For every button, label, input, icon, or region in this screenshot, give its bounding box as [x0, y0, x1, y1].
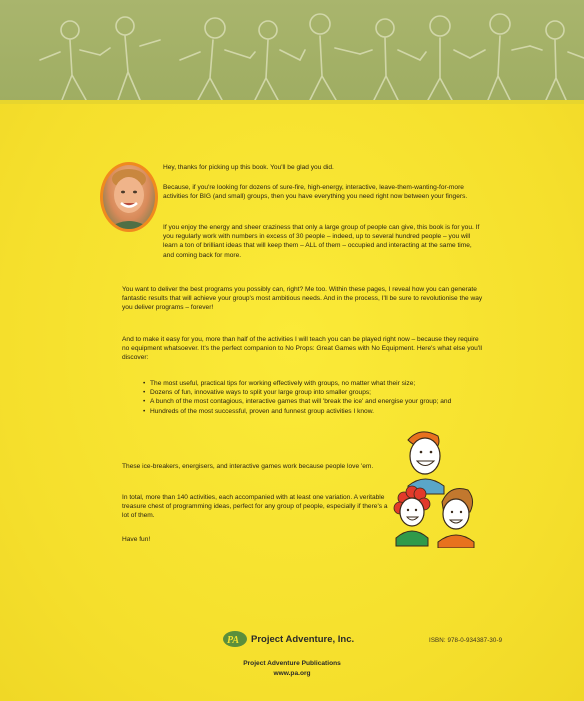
group-figures-illustration	[0, 0, 584, 102]
list-item: • A bunch of the most contagious, interactive games that will 'break the ice' and energise your group; and	[144, 397, 474, 406]
list-item: • Dozens of fun, innovative ways to split your large group into smaller groups;	[144, 388, 474, 397]
svg-text:PA: PA	[227, 635, 240, 646]
author-portrait	[100, 162, 158, 232]
publications-label: Project Adventure Publications	[243, 660, 341, 667]
icebreakers-paragraph: These ice-breakers, energisers, and interactive games work because people love 'em.	[122, 463, 374, 470]
illustrated-header-band	[0, 0, 584, 102]
easy-paragraph: And to make it easy for you, more than half of the activities I will teach you can be played right now – because they require no equipment whatsoever. It's the perfect companion to No Props: Great Games with No Equipment. Here's what else you'll discover:	[122, 336, 483, 362]
pa-logo-icon	[222, 630, 248, 648]
isbn-label: ISBN: 978-0-934387-30-9	[429, 637, 503, 644]
publisher-url: www.pa.org	[273, 670, 311, 677]
energy-paragraph: If you enjoy the energy and sheer craziness that only a large group of people can give, this book is for you. If you regularly work with numbers in excess of 30 people – indeed, up to several hundred people – you will learn a ton of brilliant ideas that will keep them – ALL of them – occupied and interacting at the same time, and coming back for more.	[163, 224, 480, 259]
cartoon-kids-illustration	[390, 428, 480, 553]
list-item: • The most useful, practical tips for working effectively with groups, no matter what their size;	[144, 379, 474, 388]
sign-off: Have fun!	[122, 536, 151, 543]
benefits-list	[144, 379, 474, 416]
publisher-logo-row	[222, 629, 354, 649]
deliver-paragraph: You want to deliver the best programs you possibly can, right? Me too. Within these pages, I reveal how you can generate fantastic results that will achieve your group's most ambitious needs. And in the process, I'll be sure to revolutionise the way you deliver programs – forever!	[122, 286, 483, 312]
list-item: • Hundreds of the most successful, proven and funnest group activities I know.	[144, 407, 474, 416]
publisher-name: Project Adventure, Inc.	[251, 633, 355, 645]
because-paragraph: Because, if you're looking for dozens of sure-fire, high-energy, interactive, leave-them-wanting-for-more activities for BIG (and small) groups, then you have everything you need right now between your fingers.	[163, 184, 468, 201]
total-paragraph: In total, more than 140 activities, each accompanied with at least one variation. A veritable treasure chest of programming ideas, perfect for any group of people, especially if there's a lot of them.	[122, 494, 388, 520]
author-face-illustration	[103, 165, 155, 229]
greeting-paragraph: Hey, thanks for picking up this book. You'll be glad you did.	[163, 164, 334, 171]
